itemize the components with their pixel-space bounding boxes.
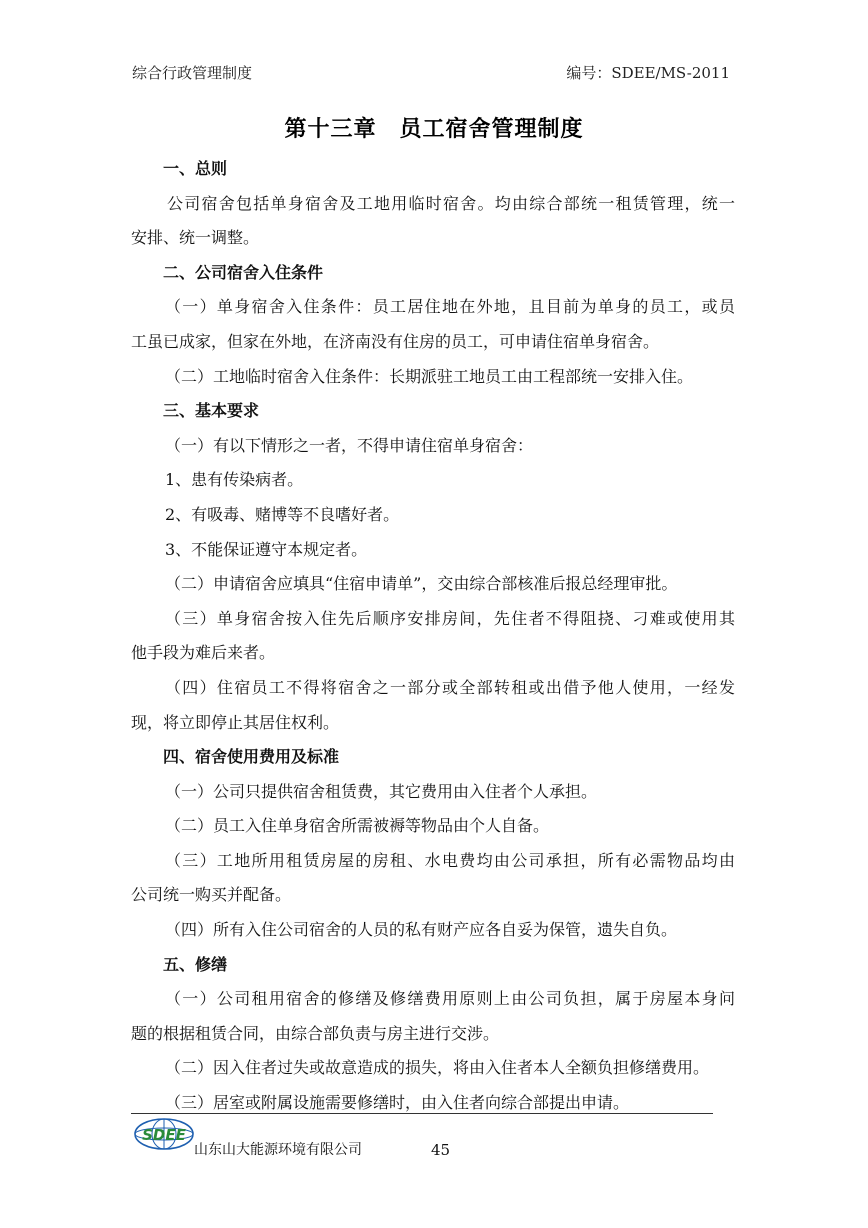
page-number: 45 [431, 1141, 451, 1159]
section-heading: 四、宿舍使用费用及标准 [163, 747, 340, 767]
logo-lettering: SDEE [142, 1126, 186, 1144]
body-text-line: （四）所有入住公司宿舍的人员的私有财产应各自妥为保管，遗失自负。 [165, 920, 678, 940]
body-text-line: （三）居室或附属设施需要修缮时，由入住者向综合部提出申请。 [165, 1093, 630, 1113]
body-text-line: （三）单身宿舍按入住先后顺序安排房间，先住者不得阻挠、刁难或使用其 [165, 608, 735, 628]
document-body [131, 152, 735, 1121]
body-text-line: 现，将立即停止其居住权利。 [131, 712, 340, 732]
header-document-number: 编号：SDEE/MS-2011 [566, 64, 730, 82]
body-text-line: （三）工地所用租赁房屋的房租、水电费均由公司承担，所有必需物品均由 [165, 850, 735, 870]
body-text-line: 他手段为难后来者。 [131, 643, 276, 663]
company-logo [133, 1117, 195, 1151]
section-heading: 一、总则 [163, 159, 228, 178]
body-text-line: （二）因入住者过失或故意造成的损失，将由入住者本人全额负担修缮费用。 [165, 1058, 710, 1078]
body-text-line: （二）工地临时宿舍入住条件：长期派驻工地员工由工程部统一安排入住。 [165, 366, 694, 386]
chapter-title: 第十三章 员工宿舍管理制度 [284, 117, 584, 142]
body-text-line: （一）公司租用宿舍的修缮及修缮费用原则上由公司负担，属于房屋本身问 [165, 989, 735, 1009]
body-text-line: 公司统一购买并配备。 [131, 885, 292, 905]
footer-divider [131, 1113, 713, 1114]
body-text-line: （二）申请宿舍应填具“住宿申请单”，交由综合部核准后报总经理审批。 [165, 574, 678, 594]
body-text-line: （二）员工入住单身宿舍所需被褥等物品由个人自备。 [165, 816, 550, 836]
body-text-line: 公司宿舍包括单身宿舍及工地用临时宿舍。均由综合部统一租赁管理，统一 [167, 193, 735, 213]
body-text-line: （一）公司只提供宿舍租赁费，其它费用由入住者个人承担。 [165, 781, 598, 801]
header-left-title: 综合行政管理制度 [132, 64, 253, 82]
footer-company-name: 山东山大能源环境有限公司 [194, 1142, 362, 1158]
body-text-line: 1、患有传染病者。 [165, 470, 304, 490]
section-heading: 三、基本要求 [163, 401, 260, 421]
body-text-line: （一）单身宿舍入住条件：员工居住地在外地，且目前为单身的员工，或员 [165, 297, 735, 317]
body-text-line: 安排、统一调整。 [131, 228, 260, 248]
body-text-line: （四）住宿员工不得将宿舍之一部分或全部转租或出借予他人使用，一经发 [165, 677, 735, 697]
body-text-line: 3、不能保证遵守本规定者。 [165, 539, 368, 559]
body-text-line: （一）有以下情形之一者，不得申请住宿单身宿舍： [165, 435, 534, 455]
body-text-line: 2、有吸毒、赌博等不良嗜好者。 [165, 504, 400, 524]
body-text-line: 工虽已成家，但家在外地，在济南没有住房的员工，可申请住宿单身宿舍。 [131, 331, 660, 351]
body-text-line: 题的根据租赁合同，由综合部负责与房主进行交涉。 [131, 1023, 500, 1043]
section-heading: 五、修缮 [163, 954, 228, 974]
section-heading: 二、公司宿舍入住条件 [163, 262, 324, 282]
